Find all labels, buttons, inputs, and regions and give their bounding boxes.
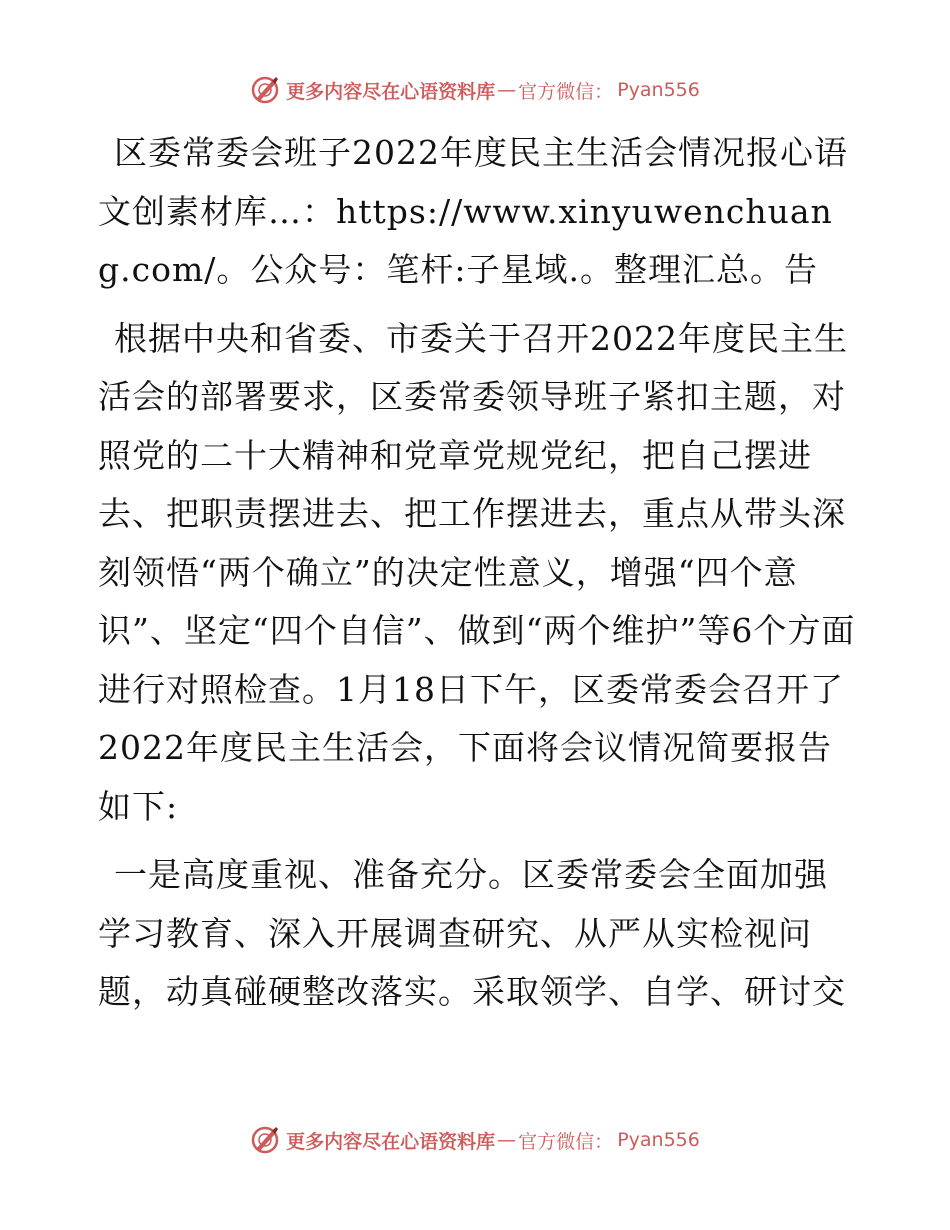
footer-banner (0, 1120, 950, 1160)
footer-banner-separator: — (497, 1129, 517, 1151)
footer-wechat-id: Pyan556 (617, 1129, 700, 1151)
document-paragraph-intro: 根据中央和省委、市委关于召开2022年度民主生活会的部署要求，区委常委领导班子紧扣主题，对照党的二十大精神和党章党规党纪，把自己摆进去、把职责摆进去、把工作摆进去，重点从带头深刻领悟“两个确立”的决定性意义，增强“四个意识”、坚定“四个自信”、做到“两个维护”等6个方面进行对照检查。1月18日下午，区委常委会召开了2022年度民主生活会，下面将会议情况简要报告如下: (98, 318, 856, 826)
header-banner-text: 更多内容尽在心语资料库 (286, 80, 496, 103)
pen-circle-logo-icon (250, 1125, 280, 1155)
footer-banner-text: 更多内容尽在心语资料库 (286, 1130, 496, 1153)
header-wechat-id: Pyan556 (617, 79, 700, 101)
document-paragraph-point-one: 一是高度重视、准备充分。区委常委会全面加强学习教育、深入开展调查研究、从严从实检视问题，动真碰硬整改落实。采取领学、自学、研讨交 (98, 855, 846, 1011)
header-banner (0, 70, 950, 110)
header-wechat-label: 官方微信： (518, 80, 614, 103)
footer-wechat-label: 官方微信： (518, 1130, 614, 1153)
header-banner-separator: — (497, 79, 517, 101)
document-title-paragraph: 区委常委会班子2022年度民主生活会情况报心语文创素材库…：https://www.xinyuwenchuang.com/。公众号：笔杆:子星域.。整理汇总。告 (98, 133, 848, 289)
pen-circle-logo-icon (250, 75, 280, 105)
document-body (98, 124, 858, 1032)
